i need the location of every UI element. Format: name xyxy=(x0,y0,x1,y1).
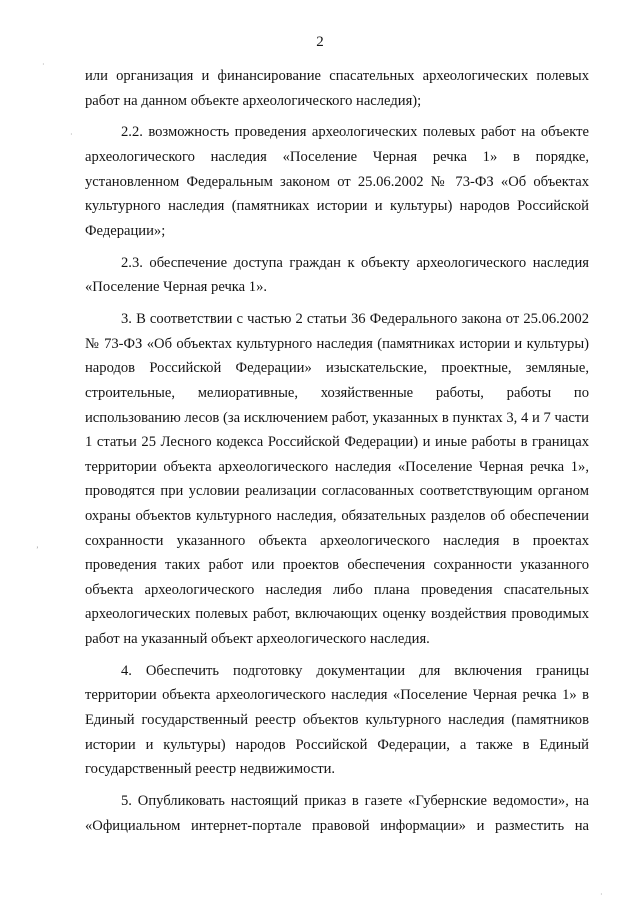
text-line: Федерации»; xyxy=(85,222,166,239)
text-line: 3. В соответствии с частью 2 статьи 36 Федерального закона от 25.06.2002 xyxy=(121,311,589,328)
text-line: 5. Опубликовать настоящий приказ в газете «Губернские ведомости», на xyxy=(121,793,589,810)
text-line: народов Российской Федерации» изыскательские, проектные, земляные, xyxy=(85,360,589,377)
paragraph-gap xyxy=(85,243,589,250)
text-line: государственный реестр недвижимости. xyxy=(85,761,336,778)
text-line: объекта археологического наследия либо плана проведения спасательных xyxy=(85,581,589,598)
scan-speck: ʼ xyxy=(36,545,39,554)
text-line: 2.2. возможность проведения археологических полевых работ на объекте xyxy=(121,124,589,141)
text-line: территории объекта археологического наследия «Поселение Черная речка 1», xyxy=(85,458,589,475)
text-line: 2.3. обеспечение доступа граждан к объекту археологического наследия xyxy=(121,254,589,271)
text-line: археологических полевых работ, включающих оценку воздействия проводимых xyxy=(85,606,589,623)
text-line: истории и культуры) народов Российской Федерации, а также в Единый xyxy=(85,736,589,753)
paragraph-gap xyxy=(85,300,589,307)
paragraph xyxy=(85,789,589,838)
text-line: строительные, мелиоративные, хозяйственные работы, работы по xyxy=(85,385,589,402)
paragraph-gap xyxy=(85,782,589,789)
text-line: № 73-ФЗ «Об объектах культурного наследия (памятниках истории и культуры) xyxy=(85,335,589,352)
text-line: территории объекта археологического наследия «Поселение Черная речка 1» в xyxy=(85,687,589,704)
text-line: использованию лесов (за исключением работ, указанных в пунктах 3, 4 и 7 части xyxy=(85,409,589,426)
paragraph xyxy=(85,120,589,243)
paragraph-gap xyxy=(85,113,589,120)
text-line: Единый государственный реестр объектов культурного наследия (памятников xyxy=(85,712,589,729)
text-line: «Официальном интернет-портале правовой информации» и разместить на xyxy=(85,817,589,834)
text-line: проведения таких работ или проектов обеспечения сохранности указанного xyxy=(85,557,589,574)
page-number: 2 xyxy=(316,34,324,50)
text-line: «Поселение Черная речка 1». xyxy=(85,279,268,296)
text-line: археологического наследия «Поселение Черная речка 1» в порядке, xyxy=(85,149,589,166)
scan-speck: · xyxy=(70,130,73,139)
text-line: сохранности указанного объекта археологического наследия в проектах xyxy=(85,532,589,549)
scan-speck: · xyxy=(42,60,45,69)
text-line: работ на данном объекте археологического наследия); xyxy=(85,92,422,109)
text-line: культурного наследия (памятниках истории и культуры) народов Российской xyxy=(85,198,589,215)
document-body xyxy=(85,64,589,838)
scan-speck: · xyxy=(600,890,603,899)
paragraph xyxy=(85,659,589,782)
paragraph xyxy=(85,307,589,651)
paragraph xyxy=(85,64,589,113)
text-line: 1 статьи 25 Лесного кодекса Российской Федерации) и иные работы в границах xyxy=(85,434,589,451)
text-line: 4. Обеспечить подготовку документации для включения границы xyxy=(121,662,589,679)
text-line: работ на указанный объект археологического наследия. xyxy=(85,630,430,647)
text-line: охраны объектов культурного наследия, обязательных разделов об обеспечении xyxy=(85,507,589,524)
text-line: установленном Федеральным законом от 25.06.2002 № 73-ФЗ «Об объектах xyxy=(85,173,589,190)
paragraph-gap xyxy=(85,652,589,659)
text-line: проводятся при условии реализации согласованных соответствующим органом xyxy=(85,483,589,500)
text-line: или организация и финансирование спасательных археологических полевых xyxy=(85,68,589,84)
paragraph xyxy=(85,251,589,300)
